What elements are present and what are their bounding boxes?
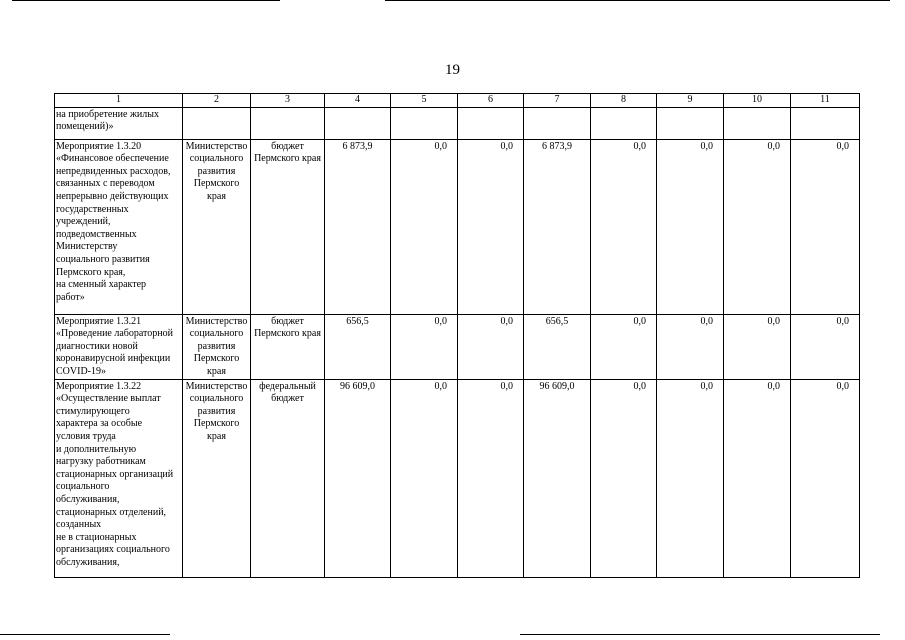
bottom-border-line-right [520,634,880,635]
value-cell: 0,0 [458,139,524,314]
value-cell: 6 873,9 [524,139,591,314]
value-cell: 0,0 [591,139,657,314]
continuation-text: на приобретение жилых помещений)» [55,107,183,139]
top-border-line-left [12,0,280,1]
event-cell: Мероприятие 1.3.20 «Финансовое обеспечение непредвиденных расходов, связанных с переводом непрерывно действующих государственных учреждений, подведомственных Министерству социального развития Пермского края, на сменный характер работ» [55,139,183,314]
header-cell: 9 [657,94,724,108]
bottom-border-line-left [0,634,170,635]
header-cell: 8 [591,94,657,108]
event-cell: Мероприятие 1.3.22 «Осуществление выплат стимулирующего характера за особые условия труда и дополнительную нагрузку работникам стационарных организаций социального обслуживания, стационарных отделений, созданных не в стационарных организациях социального обслуживания, [55,379,183,577]
budget-table [54,93,860,578]
value-cell: 0,0 [391,379,458,577]
empty-cell [591,107,657,139]
header-cell: 7 [524,94,591,108]
value-cell: 0,0 [724,379,791,577]
source-cell: бюджет Пермского края [251,139,325,314]
value-cell: 0,0 [458,314,524,379]
table-header-row [55,94,860,108]
source-cell: федеральный бюджет [251,379,325,577]
table-row [55,379,860,577]
table-row [55,139,860,314]
value-cell: 6 873,9 [325,139,391,314]
page-number: 19 [445,62,460,78]
value-cell: 96 609,0 [325,379,391,577]
source-cell: бюджет Пермского края [251,314,325,379]
value-cell: 96 609,0 [524,379,591,577]
value-cell: 0,0 [458,379,524,577]
empty-cell [391,107,458,139]
top-border-line-right [385,0,890,1]
value-cell: 0,0 [591,379,657,577]
header-cell: 6 [458,94,524,108]
header-cell: 1 [55,94,183,108]
table-row [55,314,860,379]
executor-cell: Министерство социального развития Пермского края [183,314,251,379]
empty-cell [458,107,524,139]
value-cell: 0,0 [657,139,724,314]
value-cell: 0,0 [657,314,724,379]
table-row-continuation [55,107,860,139]
empty-cell [657,107,724,139]
empty-cell [791,107,860,139]
value-cell: 0,0 [591,314,657,379]
empty-cell [251,107,325,139]
value-cell: 656,5 [524,314,591,379]
header-cell: 10 [724,94,791,108]
header-cell: 11 [791,94,860,108]
value-cell: 656,5 [325,314,391,379]
value-cell: 0,0 [791,379,860,577]
empty-cell [325,107,391,139]
value-cell: 0,0 [657,379,724,577]
value-cell: 0,0 [724,314,791,379]
empty-cell [524,107,591,139]
event-cell: Мероприятие 1.3.21 «Проведение лабораторной диагностики новой коронавирусной инфекции COVID-19» [55,314,183,379]
header-cell: 5 [391,94,458,108]
header-cell: 3 [251,94,325,108]
value-cell: 0,0 [791,314,860,379]
value-cell: 0,0 [724,139,791,314]
header-cell: 2 [183,94,251,108]
executor-cell: Министерство социального развития Пермского края [183,139,251,314]
empty-cell [183,107,251,139]
value-cell: 0,0 [791,139,860,314]
executor-cell: Министерство социального развития Пермского края [183,379,251,577]
value-cell: 0,0 [391,139,458,314]
header-cell: 4 [325,94,391,108]
empty-cell [724,107,791,139]
value-cell: 0,0 [391,314,458,379]
